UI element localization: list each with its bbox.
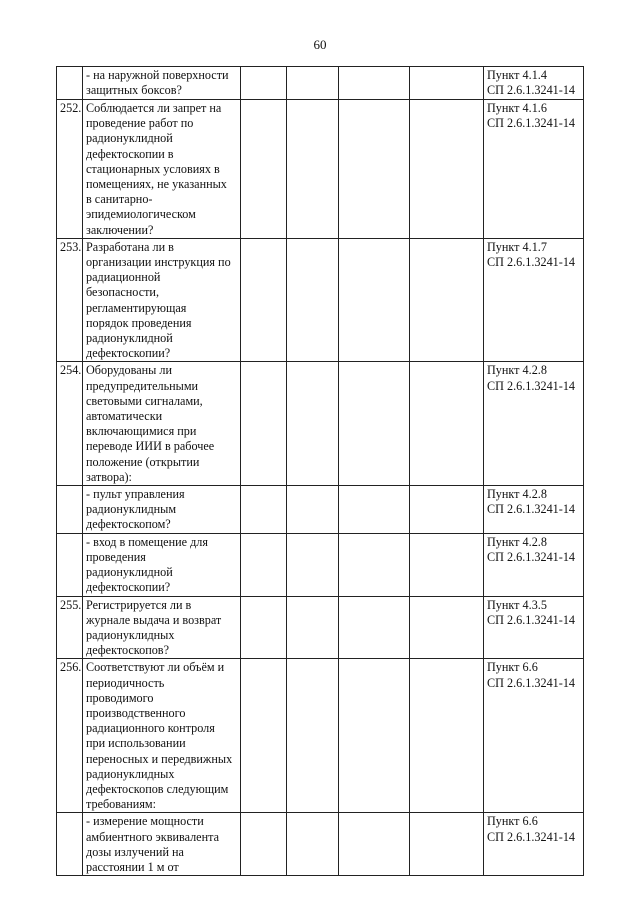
question-cell [83, 813, 241, 876]
question-line: регламентирующая [86, 300, 187, 315]
table-row [57, 486, 584, 534]
question-line: дефектоскопов? [86, 643, 169, 658]
reference-cell [484, 813, 584, 876]
answer-cell [241, 100, 287, 239]
answer-cell [241, 67, 287, 100]
question-line: порядок проведения [86, 315, 192, 330]
row-number [57, 486, 83, 534]
answer-cell [287, 67, 339, 100]
reference-line: СП 2.6.1.3241-14 [487, 116, 576, 131]
question-line: Регистрируется ли в [86, 597, 192, 612]
question-line: дефектоскопом? [86, 517, 171, 532]
reference-cell [484, 100, 584, 239]
question-line: производственного [86, 705, 186, 720]
question-line: переносных и передвижных [86, 751, 233, 766]
question-line: безопасности, [86, 285, 160, 300]
table-row [57, 100, 584, 239]
answer-cell [339, 238, 410, 362]
question-cell [83, 659, 241, 813]
question-line: при использовании [86, 736, 186, 751]
question-line: радионуклидным [86, 502, 177, 517]
reference-line: СП 2.6.1.3241-14 [487, 378, 576, 393]
table-row [57, 238, 584, 362]
answer-cell [287, 533, 339, 596]
question-line: дефектоскопии? [86, 580, 171, 595]
row-number: 255. [57, 596, 83, 659]
answer-cell [410, 533, 484, 596]
answer-cell [241, 362, 287, 486]
question-line: радиационной [86, 270, 161, 285]
answer-cell [287, 100, 339, 239]
answer-cell [410, 100, 484, 239]
reference-line: Пункт 4.1.6 [487, 101, 547, 115]
question-line: затвора): [86, 469, 132, 484]
answer-cell [287, 813, 339, 876]
answer-cell [410, 813, 484, 876]
reference-line: СП 2.6.1.3241-14 [487, 502, 576, 517]
answer-cell [241, 659, 287, 813]
question-line: помещениях, не указанных [86, 177, 227, 192]
question-cell [83, 596, 241, 659]
answer-cell [287, 596, 339, 659]
reference-line: Пункт 6.6 [487, 660, 538, 675]
question-line: эпидемиологическом [86, 207, 196, 222]
question-line: Соответствуют ли объём и [86, 660, 225, 675]
question-line: организации инструкция по [86, 255, 231, 270]
row-number: 256. [57, 659, 83, 813]
answer-cell [339, 486, 410, 534]
question-line: в санитарно- [86, 192, 153, 207]
row-number [57, 813, 83, 876]
answer-cell [339, 596, 410, 659]
answer-cell [241, 238, 287, 362]
question-cell [83, 362, 241, 486]
answer-cell [339, 659, 410, 813]
reference-cell [484, 659, 584, 813]
reference-line: Пункт 4.1.7 [487, 239, 547, 254]
row-number: 254. [57, 362, 83, 486]
question-line: - пульт управления [86, 487, 185, 502]
question-line: положение (открытии [86, 454, 200, 469]
question-line: периодичность [86, 675, 165, 690]
answer-cell [287, 486, 339, 534]
question-line: переводе ИИИ в рабочее [86, 439, 215, 454]
question-line: радионуклидной [86, 331, 173, 346]
question-line: - на наружной поверхности [86, 68, 229, 82]
question-line: радионуклидных [86, 766, 175, 781]
row-number: 252. [57, 100, 83, 239]
question-line: радиационного контроля [86, 721, 215, 736]
table-row [57, 533, 584, 596]
table-row [57, 596, 584, 659]
question-cell [83, 486, 241, 534]
page-number: 60 [313, 37, 327, 52]
reference-line: Пункт 6.6 [487, 814, 538, 829]
reference-line: СП 2.6.1.3241-14 [487, 549, 576, 564]
question-line: дефектоскопии в [86, 146, 174, 161]
question-line: радионуклидной [86, 565, 173, 580]
reference-line: Пункт 4.2.8 [487, 534, 547, 549]
reference-line: Пункт 4.1.4 [487, 68, 547, 82]
answer-cell [241, 596, 287, 659]
question-line: дозы излучений на [86, 844, 184, 859]
table-row [57, 813, 584, 876]
question-line: - измерение мощности [86, 814, 204, 829]
question-line: - вход в помещение для [86, 534, 208, 549]
question-line: Оборудованы ли [86, 363, 173, 378]
reference-line: Пункт 4.2.8 [487, 487, 547, 502]
answer-cell [410, 486, 484, 534]
question-line: предупредительными [86, 378, 199, 393]
answer-cell [410, 659, 484, 813]
answer-cell [339, 100, 410, 239]
question-line: Разработана ли в [86, 239, 174, 254]
row-number [57, 67, 83, 100]
answer-cell [287, 362, 339, 486]
question-line: дефектоскопов следующим [86, 781, 229, 796]
reference-cell [484, 67, 584, 100]
reference-line: Пункт 4.2.8 [487, 363, 547, 378]
answer-cell [410, 362, 484, 486]
question-cell [83, 100, 241, 239]
question-cell [83, 238, 241, 362]
question-line: дефектоскопии? [86, 346, 171, 361]
table-row [57, 362, 584, 486]
question-line: радионуклидных [86, 627, 175, 642]
question-line: включающимися при [86, 424, 197, 439]
answer-cell [339, 67, 410, 100]
question-line: радионуклидной [86, 131, 173, 146]
reference-line: СП 2.6.1.3241-14 [487, 612, 576, 627]
question-line: проводимого [86, 690, 154, 705]
table-row [57, 659, 584, 813]
answer-cell [410, 238, 484, 362]
question-line: Соблюдается ли запрет на [86, 101, 222, 115]
reference-line: СП 2.6.1.3241-14 [487, 829, 576, 844]
reference-cell [484, 362, 584, 486]
answer-cell [241, 813, 287, 876]
checklist-table [56, 66, 584, 876]
question-line: амбиентного эквивалента [86, 829, 219, 844]
answer-cell [287, 659, 339, 813]
reference-line: Пункт 4.3.5 [487, 597, 547, 612]
table-row [57, 67, 584, 100]
row-number: 253. [57, 238, 83, 362]
answer-cell [241, 533, 287, 596]
checklist-rows [57, 67, 584, 876]
reference-line: СП 2.6.1.3241-14 [487, 83, 576, 98]
reference-cell [484, 238, 584, 362]
answer-cell [410, 596, 484, 659]
question-line: автоматически [86, 409, 163, 424]
question-line: проведение работ по [86, 116, 194, 131]
answer-cell [339, 813, 410, 876]
question-cell [83, 533, 241, 596]
answer-cell [410, 67, 484, 100]
question-line: световыми сигналами, [86, 393, 203, 408]
question-line: заключении? [86, 222, 154, 237]
question-line: проведения [86, 549, 146, 564]
answer-cell [287, 238, 339, 362]
question-line: стационарных условиях в [86, 161, 220, 176]
reference-line: СП 2.6.1.3241-14 [487, 675, 576, 690]
question-line: требованиям: [86, 797, 157, 812]
answer-cell [241, 486, 287, 534]
reference-cell [484, 596, 584, 659]
reference-cell [484, 533, 584, 596]
reference-cell [484, 486, 584, 534]
reference-line: СП 2.6.1.3241-14 [487, 255, 576, 270]
answer-cell [339, 533, 410, 596]
answer-cell [339, 362, 410, 486]
question-line: расстоянии 1 м от [86, 859, 179, 874]
row-number [57, 533, 83, 596]
question-line: защитных боксов? [86, 83, 182, 98]
question-cell [83, 67, 241, 100]
question-line: журнале выдача и возврат [86, 612, 222, 627]
